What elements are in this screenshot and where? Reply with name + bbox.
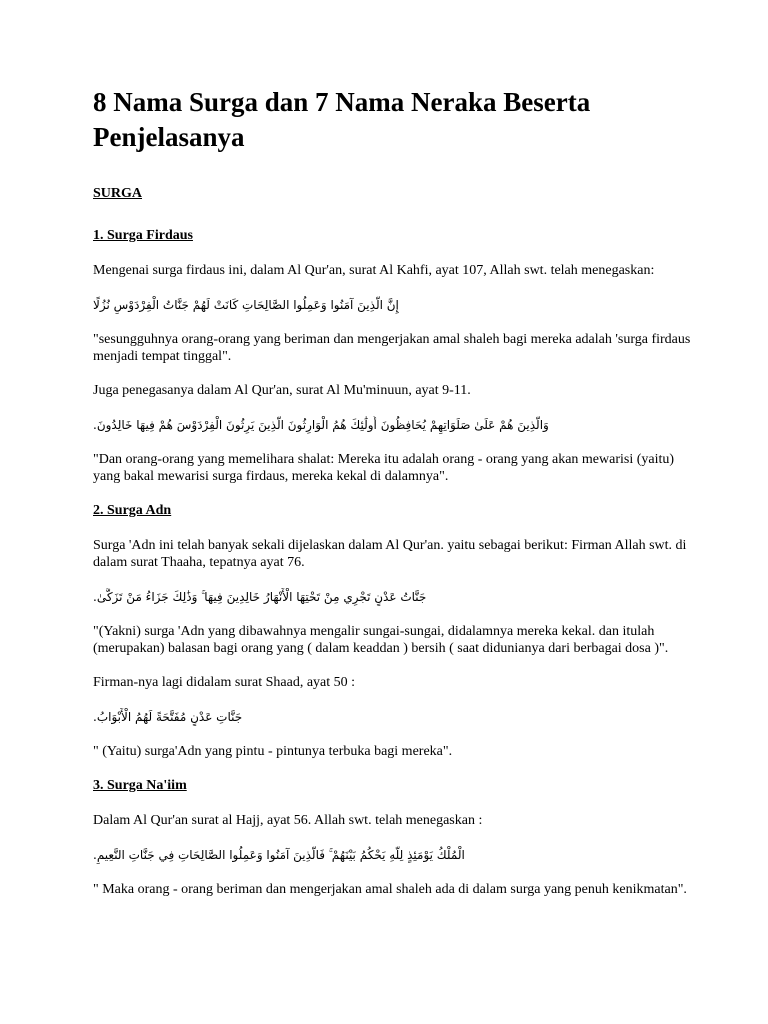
arabic-verse: جَنَّاتِ عَدْنٍ مُفَتَّحَةً لَهُمُ الْأَبْوَابُ. — [93, 710, 243, 724]
subsection-heading: 3. Surga Na'iim — [93, 778, 187, 793]
paragraph: Dalam Al Qur'an surat al Hajj, ayat 56. Allah swt. telah menegaskan : — [93, 813, 483, 828]
paragraph: Mengenai surga firdaus ini, dalam Al Qur'an, surat Al Kahfi, ayat 107, Allah swt. telah menegaskan: — [93, 263, 655, 278]
translation-paragraph: "Dan orang-orang yang memelihara shalat: Mereka itu adalah orang - orang yang akan mewarisi (yaitu) yang bakal mewarisi surga firdaus, mereka kekal di dalamnya". — [93, 452, 675, 484]
arabic-verse: وَالَّذِينَ هُمْ عَلَىٰ صَلَوَاتِهِمْ يُحَافِظُونَ أُولَٰئِكَ هُمُ الْوَارِثُونَ الَّذِينَ يَرِثُونَ الْفِرْدَوْسَ هُمْ فِيهَا خَالِدُونَ. — [93, 418, 549, 432]
subsection-heading: 1. Surga Firdaus — [93, 228, 193, 243]
paragraph: Juga penegasanya dalam Al Qur'an, surat Al Mu'minuun, ayat 9-11. — [93, 383, 471, 398]
arabic-verse: الْمُلْكُ يَوْمَئِذٍ لِلَّهِ يَحْكُمُ بَيْنَهُمْ ۚ فَالَّذِينَ آمَنُوا وَعَمِلُوا الصَّالِحَاتِ فِي جَنَّاتِ النَّعِيمِ. — [93, 848, 465, 862]
subsection-surga-firdaus — [93, 227, 693, 485]
section-heading-surga: SURGA — [93, 186, 143, 201]
subsection-surga-naiim — [93, 777, 693, 898]
subsection-surga-adn — [93, 502, 693, 760]
translation-paragraph: " Maka orang - orang beriman dan mengerjakan amal shaleh ada di dalam surga yang penuh kenikmatan". — [93, 882, 687, 897]
arabic-verse: جَنَّاتُ عَدْنٍ تَجْرِي مِنْ تَحْتِهَا الْأَنْهَارُ خَالِدِينَ فِيهَا ۚ وَذَٰلِكَ جَزَاءُ مَنْ تَزَكَّىٰ. — [93, 590, 427, 604]
translation-paragraph: "(Yakni) surga 'Adn yang dibawahnya mengalir sungai-sungai, didalamnya mereka kekal. dan itulah (merupakan) balasan bagi orang yang ( dalam keaddan ) bersih ( saat didunianya dari berbagai dosa )". — [93, 624, 669, 656]
document-page — [93, 85, 693, 915]
translation-paragraph: "sesungguhnya orang-orang yang beriman dan mengerjakan amal shaleh bagi mereka adalah 'surga firdaus menjadi tempat tinggal". — [93, 332, 691, 364]
paragraph: Surga 'Adn ini telah banyak sekali dijelaskan dalam Al Qur'an. yaitu sebagai berikut: Firman Allah swt. di dalam surat Thaaha, tepatnya ayat 76. — [93, 538, 687, 570]
paragraph: Firman-nya lagi didalam surat Shaad, ayat 50 : — [93, 675, 356, 690]
arabic-verse: إِنَّ الَّذِينَ آمَنُوا وَعَمِلُوا الصَّالِحَاتِ كَانَتْ لَهُمْ جَنَّاتُ الْفِرْدَوْسِ نُزُلًا — [93, 298, 399, 312]
subsection-heading: 2. Surga Adn — [93, 503, 172, 518]
translation-paragraph: " (Yaitu) surga'Adn yang pintu - pintunya terbuka bagi mereka". — [93, 744, 453, 759]
document-title: 8 Nama Surga dan 7 Nama Neraka Beserta Penjelasanya — [93, 87, 591, 152]
